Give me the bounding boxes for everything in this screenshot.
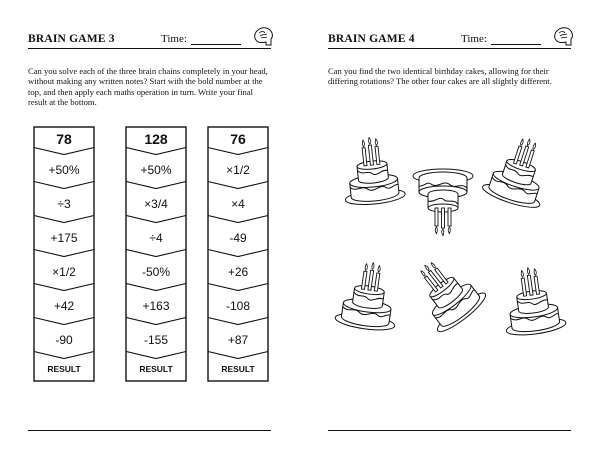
- left-page: [28, 0, 298, 460]
- cake-2[interactable]: [413, 169, 473, 236]
- cake-4[interactable]: [334, 258, 403, 333]
- chain-result-label: RESULT: [47, 364, 81, 374]
- time-input-line[interactable]: [491, 44, 541, 45]
- chain-step: -155: [143, 333, 169, 347]
- cake-1[interactable]: [339, 134, 406, 207]
- right-page: [328, 0, 598, 460]
- right-header: [328, 33, 573, 49]
- time-label: Time:: [461, 33, 487, 45]
- chain-step: -108: [225, 299, 251, 313]
- bottom-rule: [328, 430, 571, 431]
- chain-result-label: RESULT: [139, 364, 173, 374]
- cakes-illustration: [328, 120, 598, 370]
- brain-icon: [552, 25, 576, 49]
- chain-step: +87: [227, 333, 249, 347]
- cake-3[interactable]: [481, 130, 559, 212]
- brain-chains: [28, 0, 298, 400]
- page-title: BRAIN GAME 3: [28, 33, 115, 45]
- chain-step: -49: [229, 231, 247, 245]
- time-label: Time:: [161, 33, 187, 45]
- chain-start-number: 76: [230, 131, 246, 147]
- chain-start-number: 78: [56, 131, 72, 147]
- cake-6[interactable]: [498, 263, 567, 338]
- brain-chain: [126, 127, 186, 381]
- instructions: Can you find the two identical birthday cakes, allowing for their differing rotations? The other four cakes are all slightly different.: [328, 66, 552, 87]
- chain-result-label: RESULT: [221, 364, 255, 374]
- chain-step: -50%: [141, 265, 171, 279]
- chain-step: ×4: [231, 197, 245, 211]
- chain-step: ÷3: [57, 197, 71, 211]
- chain-step: +42: [53, 299, 75, 313]
- instructions: Can you solve each of the three brain chains completely in your head, without making any written notes? Start with the bold number at the top, and then apply each maths operation in turn. Write your final result at the bottom.: [28, 66, 268, 108]
- chain-step: +50%: [48, 163, 80, 177]
- page-title: BRAIN GAME 4: [328, 33, 415, 45]
- chain-step: +175: [50, 231, 78, 245]
- cake-5[interactable]: [401, 247, 490, 337]
- chain-step: ×1/2: [52, 265, 76, 279]
- brain-chain: [34, 127, 94, 381]
- chain-step: ×1/2: [226, 163, 250, 177]
- chain-step: +26: [227, 265, 249, 279]
- chain-step: ÷4: [149, 231, 163, 245]
- bottom-rule: [28, 430, 271, 431]
- chain-step: +163: [142, 299, 170, 313]
- brain-chain: [208, 127, 268, 381]
- header-rule: [328, 48, 571, 49]
- chain-start-number: 128: [144, 131, 168, 147]
- chain-step: -90: [55, 333, 73, 347]
- chain-step: ×3/4: [144, 197, 168, 211]
- chain-step: +50%: [140, 163, 172, 177]
